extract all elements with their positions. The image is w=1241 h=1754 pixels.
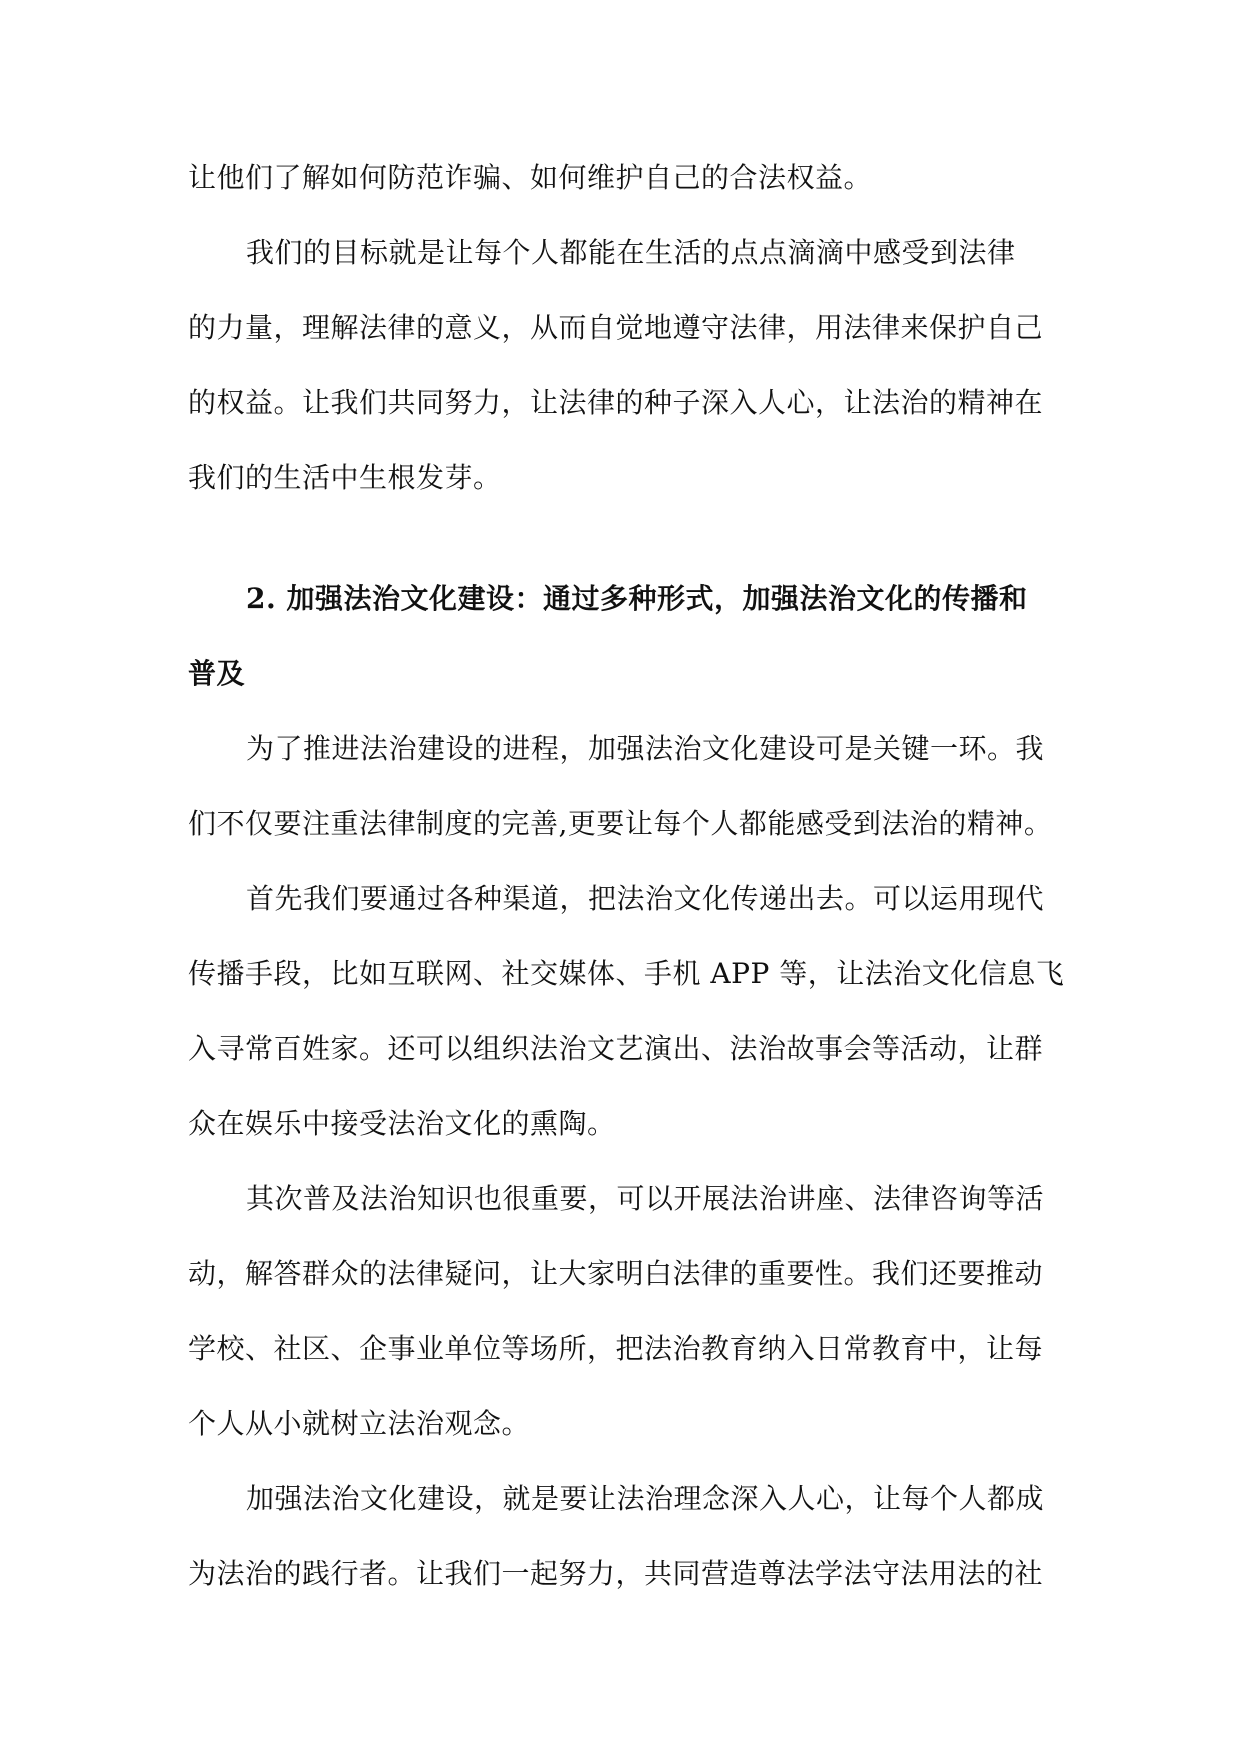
text-line: 们不仅要注重法律制度的完善,更要让每个人都能感受到法治的精神。 [188, 807, 1053, 840]
paragraph-first [188, 861, 1065, 1161]
text-line: 让他们了解如何防范诈骗、如何维护自己的合法权益。 [188, 161, 873, 194]
text-line: 的权益。让我们共同努力，让法律的种子深入人心，让法治的精神在 [188, 386, 1044, 419]
paragraph-goal [188, 215, 1056, 515]
heading-line: 普及 [188, 657, 246, 690]
text-line: 的力量，理解法律的意义，从而自觉地遵守法律，用法律来保护自己 [188, 311, 1044, 344]
text-line: 首先我们要通过各种渠道，把法治文化传递出去。可以运用现代 [246, 882, 1045, 915]
text-line: 为了推进法治建设的进程，加强法治文化建设可是关键一环。我 [246, 732, 1045, 765]
text-line: 学校、社区、企事业单位等场所，把法治教育纳入日常教育中，让每 [188, 1332, 1044, 1365]
paragraph-continuation [188, 140, 1056, 215]
text-line: 个人从小就树立法治观念。 [188, 1407, 531, 1440]
text-line: 动，解答群众的法律疑问，让大家明白法律的重要性。我们还要推动 [188, 1257, 1044, 1290]
text-line: 我们的生活中生根发芽。 [188, 461, 502, 494]
document-page [188, 140, 1065, 1611]
paragraph-second [188, 1161, 1056, 1461]
paragraph-intro [188, 711, 1056, 861]
text-line: 其次普及法治知识也很重要，可以开展法治讲座、法律咨询等活 [246, 1182, 1045, 1215]
text-line: 入寻常百姓家。还可以组织法治文艺演出、法治故事会等活动，让群 [188, 1032, 1044, 1065]
text-line: 为法治的践行者。让我们一起努力，共同营造尊法学法守法用法的社 [188, 1557, 1044, 1590]
text-line: 传播手段，比如互联网、社交媒体、手机 APP 等，让法治文化信息飞 [188, 957, 1065, 990]
heading-line: 2. 加强法治文化建设：通过多种形式，加强法治文化的传播和 [246, 582, 1028, 615]
section-heading [188, 561, 1056, 711]
text-line: 众在娱乐中接受法治文化的熏陶。 [188, 1107, 616, 1140]
text-line: 加强法治文化建设，就是要让法治理念深入人心，让每个人都成 [246, 1482, 1045, 1515]
paragraph-conclusion [188, 1461, 1056, 1611]
text-line: 我们的目标就是让每个人都能在生活的点点滴滴中感受到法律 [246, 236, 1016, 269]
